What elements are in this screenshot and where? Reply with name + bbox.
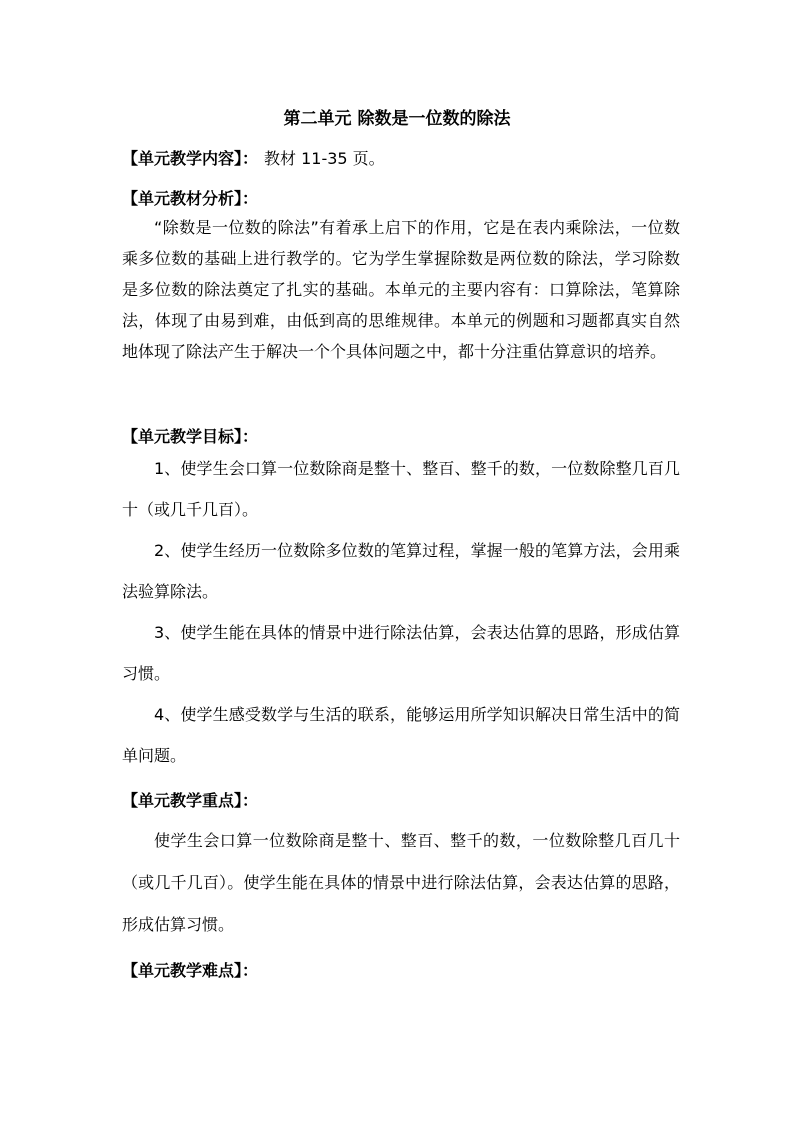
key-points-paragraph: 使学生会口算一位数除商是整十、整百、整千的数，一位数除整几百几十（或几千几百）。使学生能在具体的情景中进行除法估算，会表达估算的思路，形成估算习惯。 — [122, 831, 680, 934]
page-title: 第二单元 除数是一位数的除法 — [283, 109, 511, 129]
analysis-paragraph: “除数是一位数的除法”有着承上启下的作用，它是在表内乘除法，一位数乘多位数的基础上进行教学的。它为学生掌握除数是两位数的除法，学习除数是多位数的除法奠定了扎实的基础。本单元的主要内容有：口算除法，笔算除法，体现了由易到难，由低到高的思维规律。本单元的例题和习题都真实自然地体现了除法产生于解决一个个具体问题之中，都十分注重估算意识的培养。 — [122, 218, 680, 361]
goal-item-2: 2、使学生经历一位数除多位数的笔算过程，掌握一般的笔算方法，会用乘法验算除法。 — [122, 541, 680, 601]
content-text: 教材 11-35 页。 — [264, 149, 385, 168]
goal-item-4: 4、使学生感受数学与生活的联系，能够运用所学知识解决日常生活中的简单问题。 — [122, 705, 680, 765]
goal-item-1: 1、使学生会口算一位数除商是整十、整百、整千的数，一位数除整几百几十（或几千几百）。 — [122, 459, 680, 519]
content-section — [122, 146, 677, 169]
key-points-heading: 【单元教学重点】： — [122, 791, 259, 810]
goals-heading: 【单元教学目标】： — [122, 427, 259, 446]
goal-item-3: 3、使学生能在具体的情景中进行除法估算，会表达估算的思路，形成估算习惯。 — [122, 623, 680, 683]
content-heading: 【单元教学内容】： — [122, 149, 259, 168]
difficulties-heading: 【单元教学难点】： — [122, 961, 259, 980]
analysis-heading: 【单元教材分析】： — [122, 189, 259, 208]
